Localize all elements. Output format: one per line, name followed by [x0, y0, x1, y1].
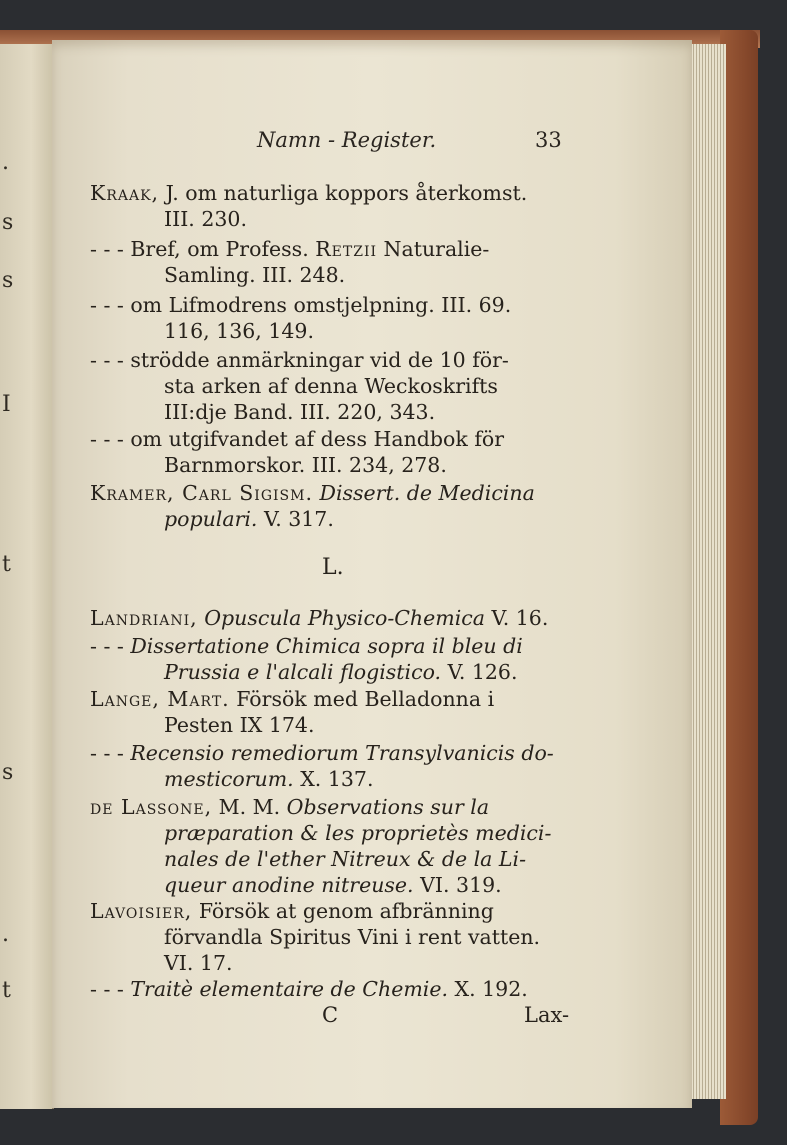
index-entry-cont: sta arken af denna Weckoskrifts: [164, 374, 498, 398]
catchword: Lax-: [524, 1003, 570, 1027]
previous-page-edge: [0, 44, 54, 1109]
index-entry-cont: förvandla Spiritus Vini i rent vatten.: [164, 925, 541, 949]
index-entry-cont: Pesten IX 174.: [164, 713, 315, 737]
index-entry: - - - Traitè elementaire de Chemie. X. 192.: [90, 977, 528, 1001]
index-entry: - - - Bref, om Profess. Retzii Naturalie-: [90, 237, 490, 261]
index-entry-cont: mesticorum. X. 137.: [164, 767, 374, 791]
index-entry-cont: VI. 17.: [164, 951, 233, 975]
index-entry-cont: 116, 136, 149.: [164, 319, 314, 343]
signature-mark: C: [322, 1003, 339, 1027]
previous-page-glyphs: . s s I t s . t: [2, 150, 14, 1003]
index-entry: - - - Dissertatione Chimica sopra il bleu di: [90, 634, 523, 658]
index-entry-cont: præparation & les proprietès medici-: [164, 821, 552, 845]
index-entry: Landriani, Opuscula Physico-Chemica V. 16.: [90, 606, 549, 630]
page-header: [52, 128, 692, 158]
page-number: 33: [535, 128, 562, 152]
section-letter: L.: [322, 555, 344, 580]
index-entry-cont: III:dje Band. III. 220, 343.: [164, 400, 436, 424]
running-title: Namn - Register.: [257, 128, 437, 152]
index-entry: Lavoisier, Försök at genom afbränning: [90, 899, 494, 923]
index-entry: de Lassone, M. M. Observations sur la: [90, 795, 490, 819]
index-entry: Kraak, J. om naturliga koppors återkomst.: [90, 181, 528, 205]
index-entry: - - - Recensio remediorum Transylvanicis do-: [90, 741, 554, 765]
index-entry: - - - strödde anmärkningar vid de 10 för-: [90, 348, 509, 372]
index-entry-cont: nales de l'ether Nitreux & de la Li-: [164, 847, 527, 871]
index-entry: Lange, Mart. Försök med Belladonna i: [90, 687, 495, 711]
index-entry: - - - om Lifmodrens omstjelpning. III. 69.: [90, 293, 512, 317]
index-entry-cont: queur anodine nitreuse. VI. 319.: [164, 873, 502, 897]
index-entry-cont: populari. V. 317.: [164, 507, 334, 531]
index-entry: - - - om utgifvandet af dess Handbok för: [90, 427, 505, 451]
index-entry-cont: Prussia e l'alcali flogistico. V. 126.: [164, 660, 518, 684]
index-entry-cont: Samling. III. 248.: [164, 263, 346, 287]
index-entry-cont: Barnmorskor. III. 234, 278.: [164, 453, 447, 477]
index-entry-cont: III. 230.: [164, 207, 247, 231]
index-entry: Kramer, Carl Sigism. Dissert. de Medicina: [90, 481, 535, 505]
book-page: [52, 40, 692, 1108]
